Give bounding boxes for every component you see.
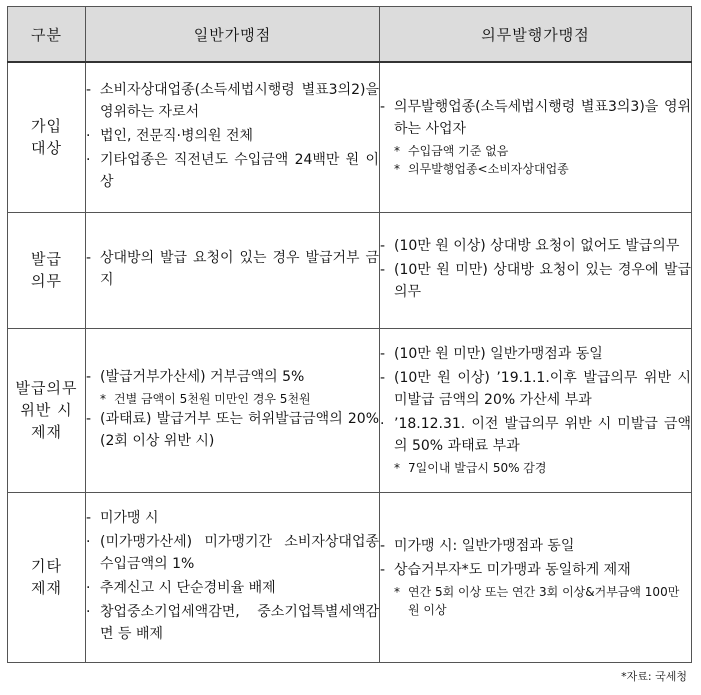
footnote [380, 142, 691, 160]
dash-bullet: - [86, 369, 92, 385]
list-item-text: 소비자상대업종(소득세법시행령 별표3의2)을 영위하는 자로서 [100, 82, 379, 121]
dash-bullet: - [86, 510, 92, 526]
asterisk-marker: * [394, 585, 400, 599]
row-category: 기타 제재 [8, 492, 86, 662]
source-note: *자료: 국세청 [621, 670, 687, 683]
asterisk-marker: * [394, 461, 400, 475]
footnote [380, 459, 691, 477]
list-item-text: (10만 원 미만) 일반가맹점과 동일 [394, 346, 603, 362]
asterisk-marker: * [394, 144, 400, 159]
list-item [86, 507, 379, 529]
list-item-text: ’18.12.31. 이전 발급의무 위반 시 미발급 금액의 50% 과태료 부과 [394, 416, 691, 454]
list-item [86, 577, 379, 599]
dot-bullet: · [86, 152, 91, 169]
dot-bullet: · [86, 580, 91, 596]
list-item-text: 상습거부자*도 미가맹과 동일하게 제재 [394, 562, 631, 578]
list-item [380, 259, 691, 303]
footnote-text: 건별 금액이 5천원 미만인 경우 5천원 [114, 392, 311, 406]
dot-bullet: · [86, 128, 91, 145]
dash-bullet: - [380, 346, 386, 362]
dot-bullet: · [86, 534, 91, 550]
general-cell [86, 62, 380, 212]
list-item [380, 367, 691, 411]
asterisk-marker: * [394, 162, 400, 177]
dash-bullet: - [380, 562, 386, 578]
list-item [380, 235, 691, 257]
list-item-text: 기타업종은 직전년도 수입금액 24백만 원 이상 [100, 152, 379, 191]
list-item [86, 601, 379, 645]
list-item-text: 법인, 전문직·병의원 전체 [100, 128, 254, 145]
table-header-row [8, 7, 692, 63]
dash-bullet: - [380, 238, 386, 254]
list-item-text: (10만 원 이상) 상대방 요청이 없어도 발급의무 [394, 238, 680, 254]
list-item-text: 의무발행업종(소득세법시행령 별표3의3)을 영위하는 사업자 [394, 99, 691, 138]
list-item [86, 79, 379, 123]
list-item [86, 247, 379, 291]
dash-bullet: - [380, 99, 386, 116]
dot-bullet: · [86, 604, 91, 620]
footnote [86, 390, 379, 408]
header-mandatory-merchant: 의무발행가맹점 [380, 7, 692, 63]
list-item [380, 559, 691, 581]
list-item [380, 413, 691, 457]
list-item-text: 추계신고 시 단순경비율 배제 [100, 580, 276, 596]
list-item-text: (10만 원 이상) ’19.1.1.이후 발급의무 위반 시 미발급 금액의 20% 가산세 부과 [394, 370, 691, 408]
table-row [8, 328, 692, 492]
list-item [86, 149, 379, 193]
table-row [8, 62, 692, 212]
footnote-text: 수입금액 기준 없음 [408, 144, 509, 159]
footnote-text: 7일이내 발급시 50% 감경 [408, 461, 547, 475]
dot-bullet: · [380, 416, 385, 432]
dash-bullet: - [86, 250, 92, 266]
dash-bullet: - [86, 82, 92, 99]
list-item [86, 366, 379, 388]
dash-bullet: - [380, 538, 386, 554]
list-item-text: 상대방의 발급 요청이 있는 경우 발급거부 금지 [100, 250, 379, 288]
header-general-merchant: 일반가맹점 [86, 7, 380, 63]
asterisk-marker: * [100, 392, 106, 406]
row-category: 발급의무 위반 시 제재 [8, 328, 86, 492]
list-item-text: (과태료) 발급거부 또는 허위발급금액의 20%(2회 이상 위반 시) [100, 411, 379, 449]
table-row [8, 492, 692, 662]
general-cell [86, 212, 380, 328]
header-category: 구분 [8, 7, 86, 63]
list-item-text: 미가맹 시: 일반가맹점과 동일 [394, 538, 575, 554]
row-category: 가입 대상 [8, 62, 86, 212]
footnote [380, 160, 691, 178]
list-item [86, 125, 379, 147]
list-item-text: (발급거부가산세) 거부금액의 5% [100, 369, 305, 385]
list-item-text: 창업중소기업세액감면, 중소기업특별세액감면 등 배제 [100, 604, 379, 642]
list-item-text: (10만 원 미만) 상대방 요청이 있는 경우에 발급의무 [394, 262, 691, 300]
list-item-text: (미가맹가산세) 미가맹기간 소비자상대업종 수입금액의 1% [100, 534, 379, 572]
dash-bullet: - [380, 262, 386, 278]
mandatory-cell [380, 328, 692, 492]
general-cell [86, 328, 380, 492]
row-category: 발급 의무 [8, 212, 86, 328]
general-cell [86, 492, 380, 662]
list-item [380, 535, 691, 557]
footnote [380, 583, 691, 619]
mandatory-cell [380, 492, 692, 662]
table-row [8, 212, 692, 328]
list-item [380, 96, 691, 140]
mandatory-cell [380, 212, 692, 328]
mandatory-cell [380, 62, 692, 212]
list-item [86, 531, 379, 575]
list-item-text: 미가맹 시 [100, 510, 159, 526]
list-item [86, 408, 379, 452]
footnote-text: 연간 5회 이상 또는 연간 3회 이상&거부금액 100만 원 이상 [408, 585, 680, 617]
dash-bullet: - [380, 370, 386, 386]
footnote-text: 의무발행업종<소비자상대업종 [408, 162, 569, 177]
list-item [380, 343, 691, 365]
dash-bullet: - [86, 411, 92, 427]
comparison-table [7, 6, 692, 663]
